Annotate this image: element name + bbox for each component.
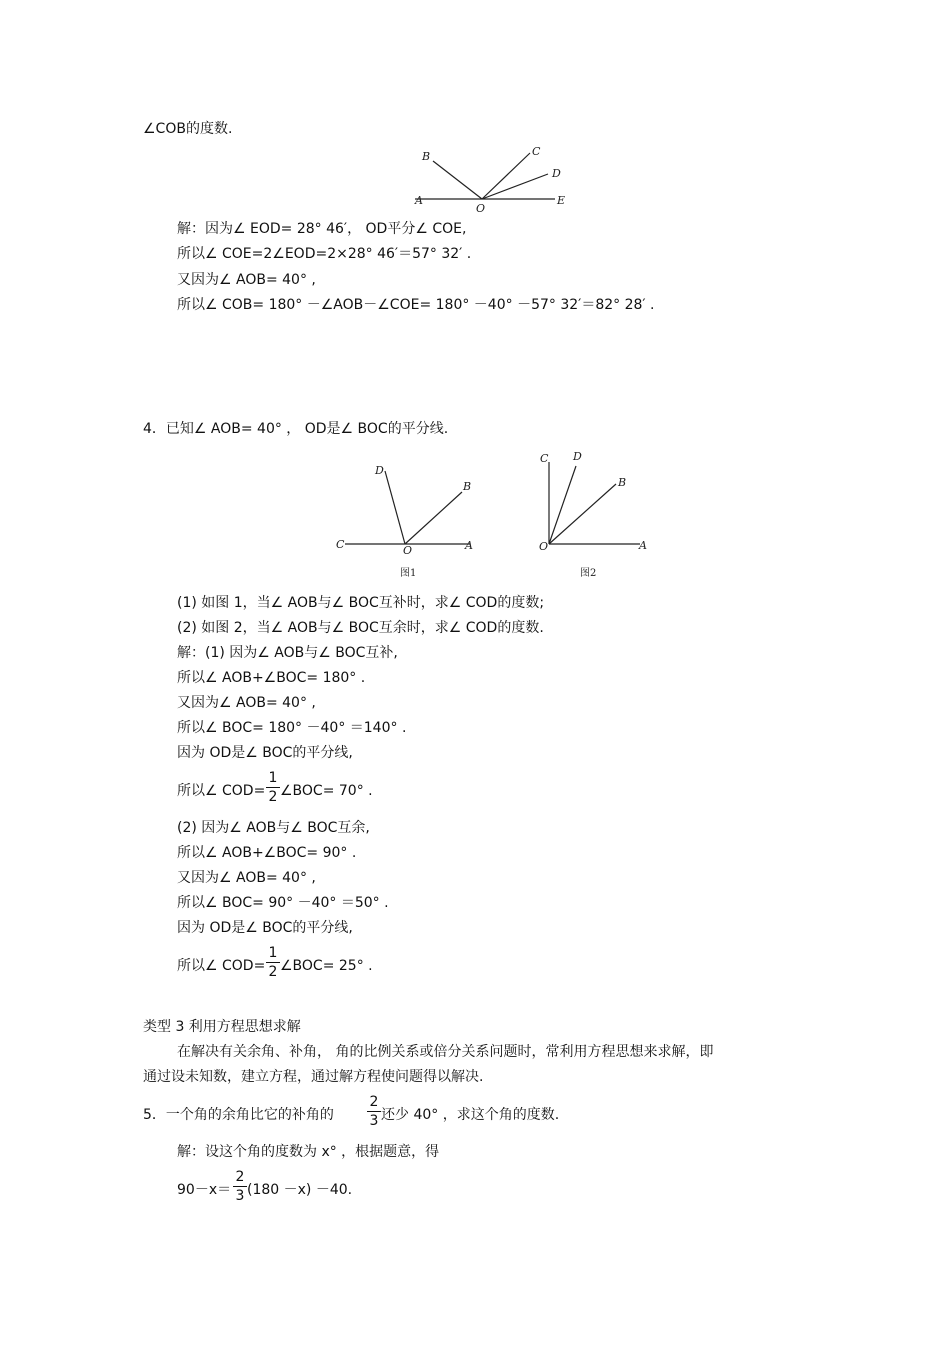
fraction-half: 1 2 [266,945,280,980]
label-o: O [539,540,549,553]
figure-caption: 图2 [580,568,597,579]
paragraph-line: 通过设未知数，建立方程，通过解方程使问题得以解决. [143,1069,484,1085]
text-line: 所以∠ COE=2∠EOD=2×28° 46′＝57° 32′ . [177,246,472,262]
label-o: O [476,202,486,215]
figure-caption: 图1 [400,568,417,579]
text-line: (2) 因为∠ AOB与∠ BOC互余, [177,820,370,836]
label-a: A [465,539,473,552]
equation: 90－x＝ [177,1182,232,1198]
text-line: 因为 OD是∠ BOC的平分线, [177,920,353,936]
label-d: D [375,464,384,477]
section-heading: 类型 3 利用方程思想求解 [143,1019,301,1035]
label-a: A [639,539,647,552]
fraction-two-thirds: 2 3 [367,1094,381,1129]
label-a: A [415,194,423,207]
label-e: E [557,194,566,207]
text-line: 所以∠ COB= 180° －∠AOB－∠COE= 180° －40° －57° 32′＝82° 28′ . [177,297,655,313]
text-line: 所以∠ COD= [177,783,266,799]
paragraph-line: 在解决有关余角、补角， 角的比例关系或倍分关系问题时，常利用方程思想来求解，即 [177,1044,714,1060]
text-line: 解：设这个角的度数为 x° ，根据题意，得 [177,1144,440,1160]
text-line: 所以∠ AOB+∠BOC= 90° . [177,845,357,861]
label-o: O [403,544,413,557]
text-line: 又因为∠ AOB= 40° , [177,870,316,886]
text-line: ∠BOC= 70° . [280,783,373,799]
label-c: C [532,145,541,158]
text-line: ∠COB的度数. [143,121,233,137]
figure-1 [330,452,480,582]
text-line: 所以∠ BOC= 180° －40° ＝140° . [177,720,407,736]
text-line: 因为 OD是∠ BOC的平分线, [177,745,353,761]
figure-2 [530,448,660,582]
fraction-half: 1 2 [266,770,280,805]
text-line: 所以∠ BOC= 90° －40° ＝50° . [177,895,389,911]
text-line: 解：(1) 因为∠ AOB与∠ BOC互补, [177,645,398,661]
text-line: ∠BOC= 25° . [280,958,373,974]
question-4: 4．已知∠ AOB= 40° ， OD是∠ BOC的平分线. [143,421,449,437]
label-d: D [552,167,561,180]
label-b: B [618,476,627,489]
label-c: C [540,452,549,465]
text-line: (2) 如图 2，当∠ AOB与∠ BOC互余时，求∠ COD的度数. [177,620,544,636]
figure-angle-coe [410,142,570,216]
text-line: 又因为∠ AOB= 40° , [177,695,316,711]
equation-rest: (180 －x) －40. [247,1182,353,1198]
question-5: 5．一个角的余角比它的补角的 [143,1107,334,1123]
label-b: B [422,150,431,163]
label-d: D [573,450,582,463]
question-5-rest: 还少 40° ，求这个角的度数. [381,1107,560,1123]
text-line: 所以∠ COD= [177,958,266,974]
text-line: 又因为∠ AOB= 40° , [177,272,316,288]
text-line: 解：因为∠ EOD= 28° 46′， OD平分∠ COE, [177,221,467,237]
label-c: C [336,538,345,551]
text-line: (1) 如图 1，当∠ AOB与∠ BOC互补时，求∠ COD的度数; [177,595,545,611]
text-line: 所以∠ AOB+∠BOC= 180° . [177,670,366,686]
fraction-two-thirds: 2 3 [233,1169,247,1204]
label-b: B [463,480,472,493]
